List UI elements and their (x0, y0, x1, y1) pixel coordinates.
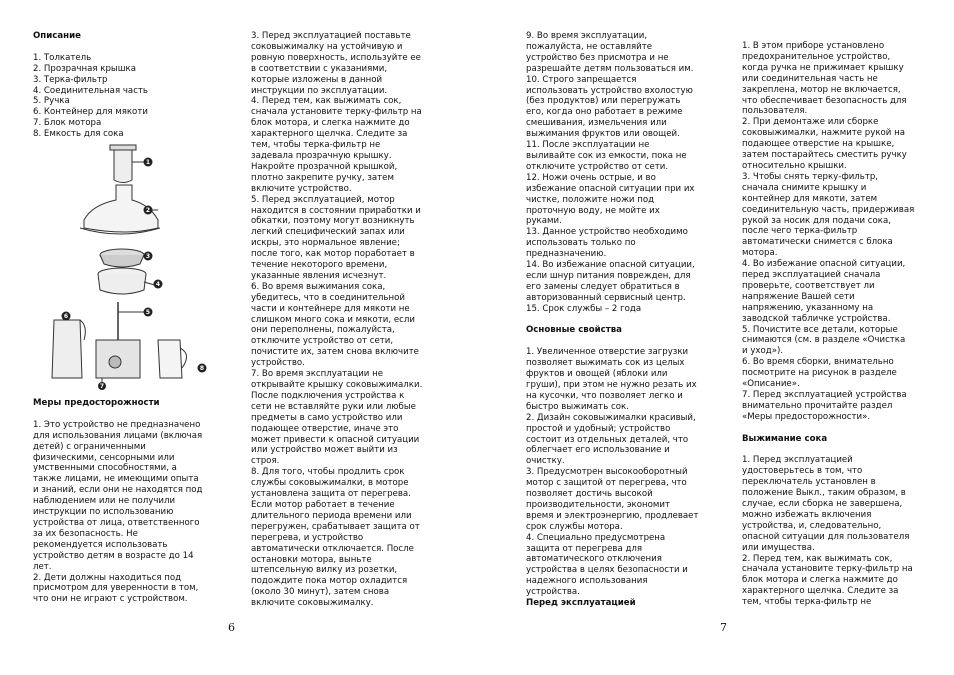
parts-list: 1. Толкатель 2. Прозрачная крышка 3. Терка-фильтр 4. Соединительная часть 5. Ручка 6. Контейнер для мякоти 7. Блок мотора 8. Емкость для сока (33, 52, 148, 140)
juicing-text: 1. Перед эксплуатацией удостоверьтесь в том, что переключатель установлен в положение Выкл., таким образом, в случае, если сборка не завершена, можно избежать включения устройства, и, следовательно, опасной ситуации для пользователя или имущества. 2. Перед тем, как выжимать сок, сначала установите терку-фильтр на блок мотора и слегка нажмите до характерного щелчка. Следите за тем, чтобы терка-фильтр не (742, 455, 913, 608)
features-text: 1. Увеличенное отверстие загрузки позволяет выжимать сок из целых фруктов и овощей (яблоки или груши), при этом не нужно резать их на кусочки, что позволяет легко и быстро выжимать сок. 2. Дизайн соковыжималки красивый, простой и удобный; устройство состоит из отдельных деталей, что облегчает его использование и очистку. 3. Предусмотрен высокооборотный мотор с защитой от перегрева, что позволяет достичь высокой производительности, экономит время и электроэнергию, продлевает срок службы мотора. 4. Специально предусмотрена защита от перегрева для автоматического отключения устройства в целях безопасности и надежного использования устройства. (526, 347, 699, 598)
precautions-continued-text: 3. Перед эксплуатацией поставьте соковыжималку на устойчивую и ровную поверхность, используйте ее в соответствии с указаниями, которые изложены в данной инструкции по эксплуатации. 4. Перед тем, как выжимать сок, сначала установите терку-фильтр на блок мотора, и слегка нажмите до характерного щелчка. Следите за тем, чтобы терка-фильтр не задевала прозрачную крышку. Накройте прозрачной крышкой, плотно закрепите ручку, затем включите устройство. 5. Перед эксплуатацией, мотор находится в состоянии приработки и обкатки, поэтому могут возникнуть легкий специфический запах или искры, это нормальное явление; после того, как мотор поработает в течение некоторого времени, указанные явления исчезнут. 6. Во время выжимания сока, убедитесь, что в соединительной части и контейнере для мякоти не слишком много сока и мякоти, если они переполнены, пожалуйста, отключите устройство от сети, почистите их, затем снова включите устройство. 7. Во время эксплуатации не открывайте крышку соковыжималки. После подключения устройства к сети не вставляйте руки или любые предметы в само устройство или подающее отверстие, иначе это может привести к опасной ситуации или устройство может выйти из строя. 8. Для того, чтобы продлить срок службы соковыжималки, в моторе установлена защита от перегрева. Если мотор работает в течение длительного периода времени или перегружен, срабатывает защита от перегрева, и устройство автоматически отключается. После остановки мотора, выньте штепсельную вилку из розетки, подождите пока мотор охладится (около 30 минут), затем снова включите соковыжималку. (251, 31, 423, 609)
connecting-part (98, 268, 161, 294)
motor-block-part (96, 340, 140, 386)
callout-label-2: 2 (145, 207, 151, 215)
callout-label-6: 6 (63, 313, 69, 321)
callout-label-5: 5 (145, 309, 151, 317)
page-number-right: 7 (720, 621, 727, 634)
pulp-container-part (52, 320, 85, 378)
pusher-part (110, 145, 144, 183)
callout-label-1: 1 (145, 159, 151, 167)
callout-label-8: 8 (199, 365, 205, 373)
column-2 (251, 31, 441, 609)
before-use-text: 1. В этом приборе установлено предохранительное устройство, когда ручка не прижимает крышку или соединительная часть не закреплена, мотор не включается, что обеспечивает безопасность для пользователя. 2. При демонтаже или сборке соковыжималки, нажмите рукой на подающее отверстие на крышке, затем постарайтесь сместить ручку относительно крышки. 3. Чтобы снять терку-фильтр, сначала снимите крышку и контейнер для мякоти, затем соединительную часть, придерживая рукой за носик для подачи сока, после чего терка-фильтр автоматически снимется с блока мотора. 4. Во избежание опасной ситуации, перед эксплуатацией сначала проверьте, соответствует ли напряжение Вашей сети напряжению, указанному на заводской табличке устройства. 5. Почистите все детали, которые снимаются (см. в разделе «Очистка и уход»). 6. Во время сборки, внимательно посмотрите на рисунок в разделе «Описание». 7. Перед эксплуатацией устройства внимательно прочитайте раздел «Меры предосторожности». (742, 41, 915, 422)
section-title-features: Основные свойства (526, 325, 622, 336)
section-title-before-use: Перед эксплуатацией (526, 598, 636, 609)
callout-label-3: 3 (145, 253, 151, 261)
callout-label-4: 4 (155, 281, 161, 289)
filter-part (100, 249, 144, 267)
callout-label-7: 7 (99, 383, 105, 390)
page-number-left: 6 (228, 621, 235, 634)
column-4 (742, 41, 922, 608)
juice-jug-part (158, 340, 187, 378)
section-title-precautions: Меры предосторожности (33, 398, 160, 409)
precautions-text: 1. Это устройство не предназначено для использования лицами (включая детей) с ограниченными физическими, сенсорными или умственными способностями, а также лицами, не имеющими опыта и знаний, если они не находятся под наблюдением или не получили инструкции по использованию устройства от лица, ответственного за их безопасность. Не рекомендуется использовать устройство детям в возрасте до 14 лет. 2. Дети должны находиться под присмотром для уверенности в том, что они не играют с устройством. (33, 419, 203, 605)
juicer-exploded-diagram (40, 140, 220, 390)
handle-part (118, 302, 144, 346)
section-title-juicing: Выжимание сока (742, 433, 828, 444)
precautions-end-text: 9. Во время эксплуатации, пожалуйста, не оставляйте устройство без присмотра и не разрешайте детям пользоваться им. 10. Строго запрещается использовать устройство вхолостую (без продуктов) или перегружать его, когда оно работает в режиме смешивания, измельчения или выжимания фруктов или овощей. 11. После эксплуатации не выливайте сок из емкости, пока не отключите устройство от сети. 12. Ножи очень острые, и во избежание опасной ситуации при их чистке, положите ножи под проточную воду, не мойте их руками. 13. Данное устройство необходимо использовать только по предназначению. 14. Во избежание опасной ситуации, если шнур питания поврежден, для его замены следует обратиться в авторизованный сервисный центр. 15. Срок службы – 2 года (526, 31, 695, 314)
section-title-description: Описание (33, 31, 81, 41)
column-3 (526, 31, 706, 609)
